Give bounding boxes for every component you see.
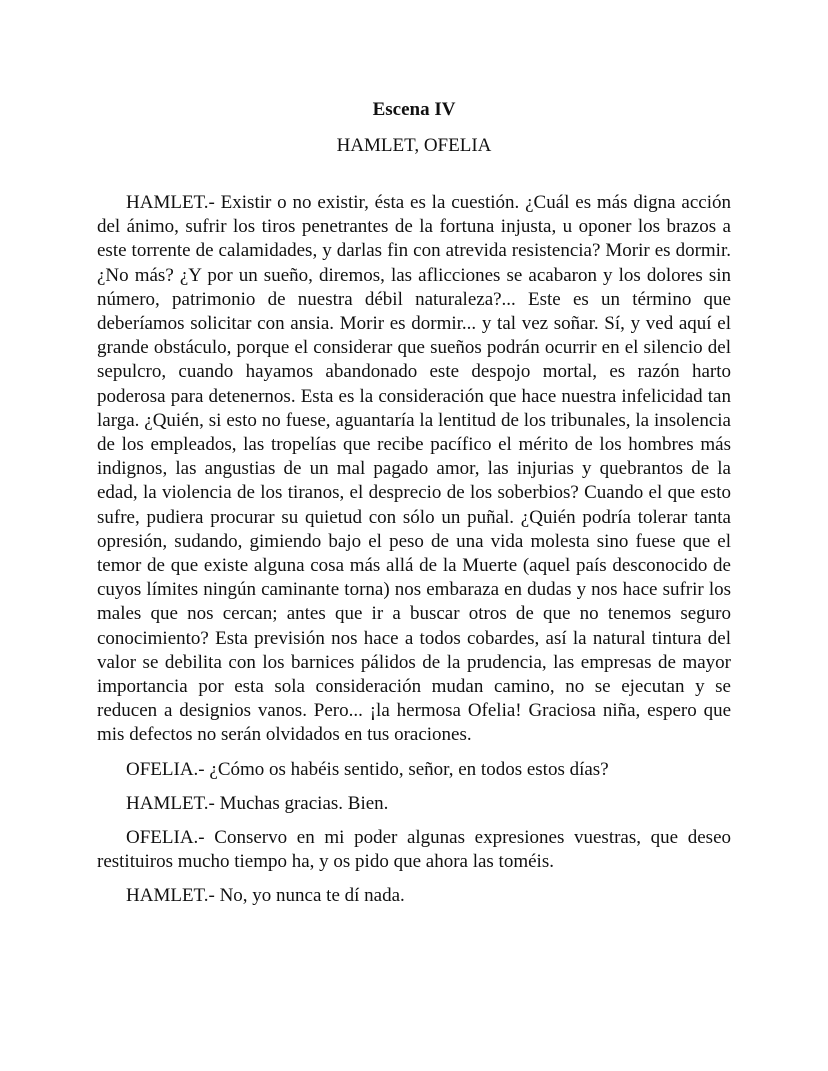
speech-text: Muchas gracias. Bien. [219, 792, 389, 814]
speaker-name: HAMLET.- [126, 192, 215, 213]
speaker-name: HAMLET.- [126, 792, 215, 814]
speaker-name: OFELIA.- [126, 758, 205, 780]
speech-text: No, yo nunca te dí nada. [219, 885, 405, 907]
speech-text: Existir o no existir, ésta es la cuestión. ¿Cuál es más digna acción del ánimo, sufrir los tiros penetrantes de la fortuna injusta, u oponer los brazos a este torrente de calamidades, y darlas fin con atrevida resistencia? Morir es dormir. ¿No más? ¿Y por un sueño, diremos, las aflicciones se acabaron y los dolores sin número, patrimonio de nuestra débil naturaleza?... Este es un término que deberíamos solicitar con ansia. Morir es dormir... y tal vez soñar. Sí, y ved aquí el grande obstáculo, porque el considerar que sueños podrán ocurrir en el silencio del sepulcro, cuando hayamos abandonado este despojo mortal, es razón harto poderosa para detenernos. Esta es la consideración que hace nuestra infelicidad tan larga. ¿Quién, si esto no fuese, aguantaría la lentitud de los tribunales, la insolencia de los empleados, las tropelías que recibe pacífico el mérito de los hombres más indignos, las angustias de un mal pagado amor, las injurias y quebrantos de la edad, la violencia de los tiranos, el desprecio de los soberbios? Cuando el que esto sufre, pudiera procurar su quietud con sólo un puñal. ¿Quién podría tolerar tanta opresión, sudando, gimiendo bajo el peso de una vida molesta sino fuese que el temor de que existe alguna cosa más allá de la Muerte (aquel país desconocido de cuyos límites ningún caminante torna) nos embaraza en dudas y nos hace sufrir los males que nos cercan; antes que ir a buscar otros de que no tenemos seguro conocimiento? Esta previsión nos hace a todos cobardes, así la natural tintura del valor se debilita con los barnices pálidos de la prudencia, las empresas de mayor importancia por esta sola consideración mudan camino, no se ejecutan y se reducen a designios vanos. Pero... ¡la hermosa Ofelia! Graciosa niña, espero que mis defectos no serán olvidados en tus oraciones. [97, 192, 731, 746]
speech-text: Conservo en mi poder algunas expresiones vuestras, que deseo restituiros mucho tiempo ha, y os pido que ahora las toméis. [97, 827, 732, 873]
speech-text: ¿Cómo os habéis sentido, señor, en todos estos días? [209, 758, 609, 780]
scene-characters: HAMLET, OFELIA [336, 135, 492, 156]
speech-paragraph [97, 758, 731, 782]
speech-paragraph [97, 191, 731, 748]
speech-paragraph [97, 884, 731, 908]
speech-paragraph [97, 826, 731, 874]
speaker-name: HAMLET.- [126, 885, 215, 907]
scene-title: Escena IV [372, 99, 456, 120]
document-page [97, 98, 731, 909]
speech-paragraph [97, 792, 731, 816]
speaker-name: OFELIA.- [126, 827, 205, 849]
